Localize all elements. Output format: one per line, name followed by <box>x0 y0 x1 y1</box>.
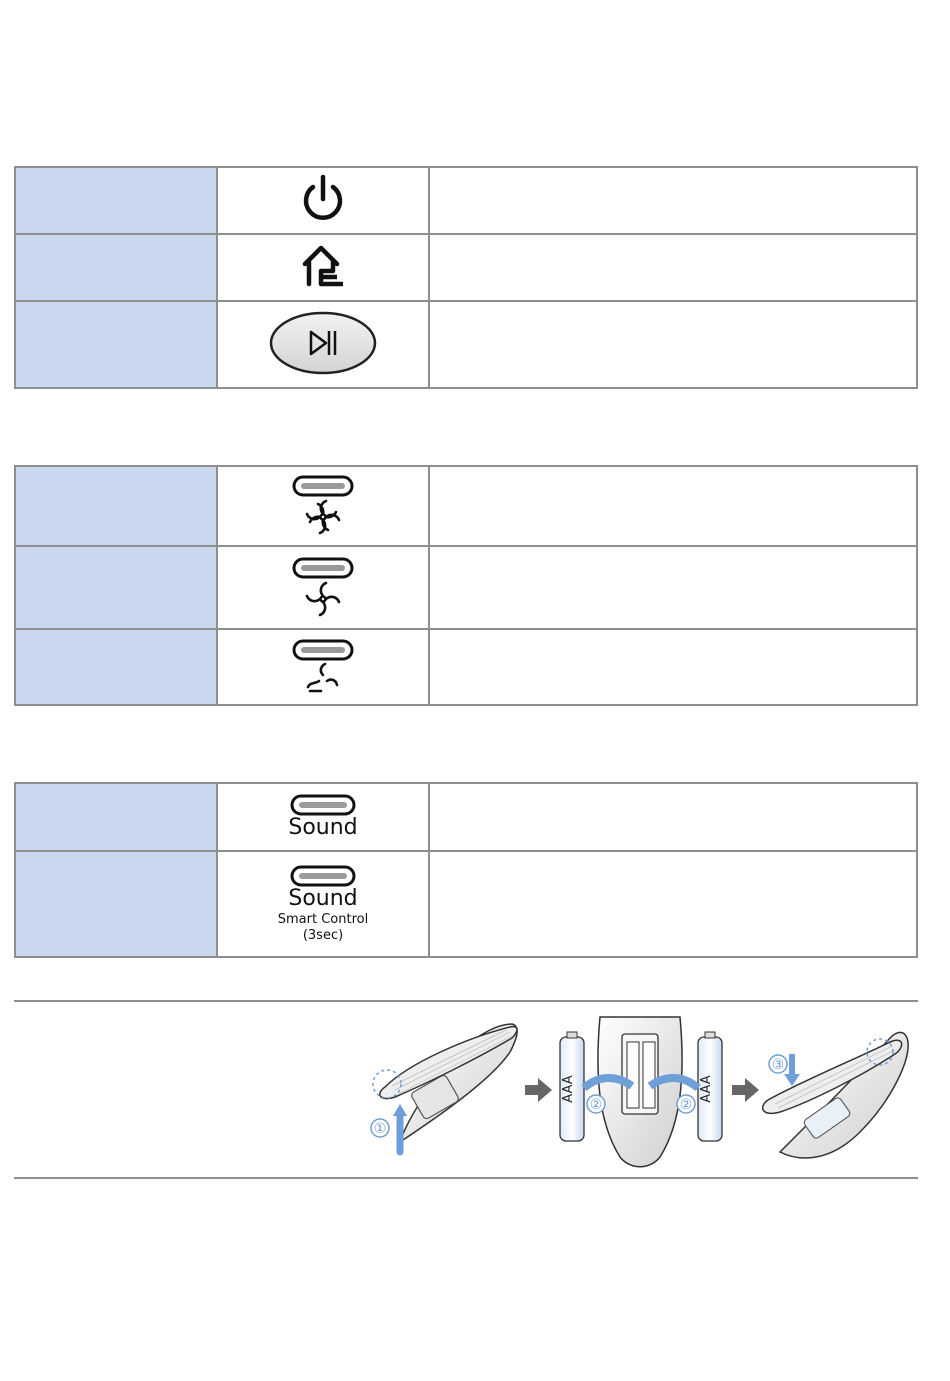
sound-button-icon <box>290 794 356 816</box>
button-table-1 <box>14 166 918 389</box>
button-table-3 <box>14 782 918 958</box>
table-row <box>15 783 917 851</box>
remote-close-cover-drawing <box>763 1032 908 1158</box>
button-name-cell <box>15 851 217 957</box>
fan-speed-low-icon <box>303 661 343 695</box>
step-3-marker: ③ <box>771 1057 785 1073</box>
table-row <box>15 851 917 957</box>
button-description-cell <box>429 466 917 546</box>
arrow-right-icon <box>525 1078 552 1102</box>
pill-button-icon <box>292 475 354 497</box>
button-description-cell <box>429 234 917 301</box>
step-2-marker-right: ② <box>679 1097 693 1113</box>
table-row <box>15 466 917 546</box>
fan-speed-medium-icon <box>303 579 343 619</box>
smart-control-label: Smart Control <box>277 912 369 927</box>
arrow-right-icon <box>732 1078 759 1102</box>
button-description-cell <box>429 301 917 388</box>
table-row <box>15 629 917 705</box>
button-description-cell <box>429 783 917 851</box>
section-top-rule <box>14 1000 918 1002</box>
play-pause-button-icon <box>268 311 378 375</box>
button-icon-cell <box>217 851 429 957</box>
table-row <box>15 546 917 629</box>
button-table-2 <box>14 465 918 706</box>
home-network-icon <box>297 240 349 292</box>
table-row <box>15 301 917 388</box>
button-name-cell <box>15 783 217 851</box>
button-description-cell <box>429 851 917 957</box>
pill-button-icon <box>292 639 354 661</box>
battery-left-label: AAA <box>561 1075 576 1103</box>
step-2-marker-left: ② <box>589 1097 603 1113</box>
battery-right-label: AAA <box>699 1075 714 1103</box>
button-name-cell <box>15 466 217 546</box>
button-icon-cell <box>217 466 429 546</box>
button-icon-cell <box>217 629 429 705</box>
battery-replacement-illustration <box>360 1012 920 1172</box>
button-name-cell <box>15 234 217 301</box>
sound-button-label: Sound <box>288 815 358 840</box>
button-name-cell <box>15 167 217 234</box>
fan-speed-high-icon <box>303 497 343 537</box>
table-row <box>15 167 917 234</box>
button-description-cell <box>429 167 917 234</box>
step-1-marker: ① <box>373 1121 387 1137</box>
button-icon-cell <box>217 546 429 629</box>
button-icon-cell <box>217 783 429 851</box>
remote-open-cover-drawing <box>371 1024 517 1152</box>
power-icon <box>299 173 347 225</box>
table-row <box>15 234 917 301</box>
sound-button-label: Sound <box>288 886 358 911</box>
button-name-cell <box>15 629 217 705</box>
button-icon-cell <box>217 167 429 234</box>
button-icon-cell <box>217 234 429 301</box>
button-icon-cell <box>217 301 429 388</box>
section-bottom-rule <box>14 1177 918 1179</box>
button-name-cell <box>15 546 217 629</box>
button-description-cell <box>429 546 917 629</box>
pill-button-icon <box>292 557 354 579</box>
button-name-cell <box>15 301 217 388</box>
button-description-cell <box>429 629 917 705</box>
hold-duration-label: (3sec) <box>302 928 344 943</box>
sound-button-icon <box>290 865 356 887</box>
remote-battery-compartment-drawing <box>560 1017 722 1167</box>
